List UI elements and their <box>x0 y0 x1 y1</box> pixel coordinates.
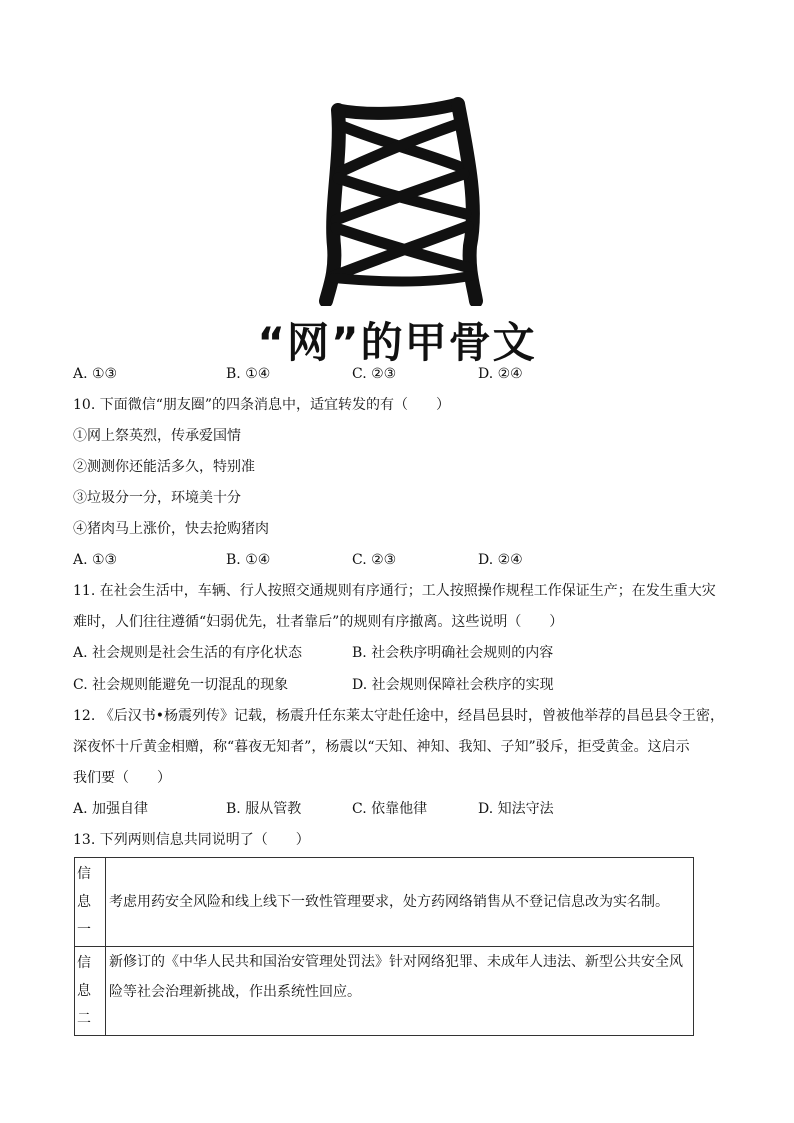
q12-option-c: C. 依靠他律 <box>352 801 428 817</box>
oracle-bone-wang-glyph-icon <box>308 96 488 306</box>
q10-stem: 10. 下面微信“朋友圈”的四条消息中，适宜转发的有（ ） <box>73 397 451 413</box>
q9-option-b: B. ①④ <box>226 366 271 382</box>
info-1-header: 信息一 <box>75 858 106 947</box>
figure-caption: “网”的甲骨文 <box>257 318 537 367</box>
q10-item-1: ①网上祭英烈，传承爱国情 <box>73 428 241 444</box>
q9-option-d: D. ②④ <box>478 366 523 382</box>
q12-stem-line-3: 我们要（ ） <box>73 770 171 786</box>
q12-option-b: B. 服从管教 <box>226 801 302 817</box>
q10-option-c: C. ②③ <box>352 552 397 568</box>
q10-option-a: A. ①③ <box>73 552 118 568</box>
info-2-text: 新修订的《中华人民共和国治安管理处罚法》针对网络犯罪、未成年人违法、新型公共安全风险等社会治理新挑战，作出系统性回应。 <box>106 947 694 1036</box>
q9-option-c: C. ②③ <box>352 366 397 382</box>
q13-stem: 13. 下列两则信息共同说明了（ ） <box>73 832 310 848</box>
table-row <box>75 858 694 947</box>
q10-item-2: ②测测你还能活多久，特别准 <box>73 459 255 475</box>
q12-option-a: A. 加强自律 <box>73 801 149 817</box>
q11-stem-line-2: 难时，人们往往遵循“妇弱优先，壮者靠后”的规则有序撤离。这些说明（ ） <box>73 614 564 630</box>
oracle-bone-figure <box>0 96 794 366</box>
q9-option-a: A. ①③ <box>73 366 118 382</box>
q11-option-c: C. 社会规则能避免一切混乱的现象 <box>73 677 289 693</box>
info-1-text: 考虑用药安全风险和线上线下一致性管理要求，处方药网络销售从不登记信息改为实名制。 <box>106 858 694 947</box>
q10-item-3: ③垃圾分一分，环境美十分 <box>73 490 241 506</box>
q10-item-4: ④猪肉马上涨价，快去抢购猪肉 <box>73 521 269 537</box>
q10-option-d: D. ②④ <box>478 552 523 568</box>
q11-option-d: D. 社会规则保障社会秩序的实现 <box>352 677 554 693</box>
table-row <box>75 947 694 1036</box>
q11-stem-line-1: 11. 在社会生活中，车辆、行人按照交通规则有序通行；工人按照操作规程工作保证生产；在发生重大灾 <box>73 583 716 599</box>
q11-option-b: B. 社会秩序明确社会规则的内容 <box>352 645 554 661</box>
info-2-header: 信息二 <box>75 947 106 1036</box>
q12-stem-line-1: 12. 《后汉书•杨震列传》记载，杨震升任东莱太守赴任途中，经昌邑县时，曾被他举荐的昌邑县令王密， <box>73 708 724 724</box>
q10-option-b: B. ①④ <box>226 552 271 568</box>
q13-info-table <box>74 857 694 1036</box>
q11-option-a: A. 社会规则是社会生活的有序化状态 <box>73 645 303 661</box>
q12-option-d: D. 知法守法 <box>478 801 554 817</box>
q12-stem-line-2: 深夜怀十斤黄金相赠，称“暮夜无知者”，杨震以“天知、神知、我知、子知”驳斥，拒受黄金。这启示 <box>73 739 690 755</box>
